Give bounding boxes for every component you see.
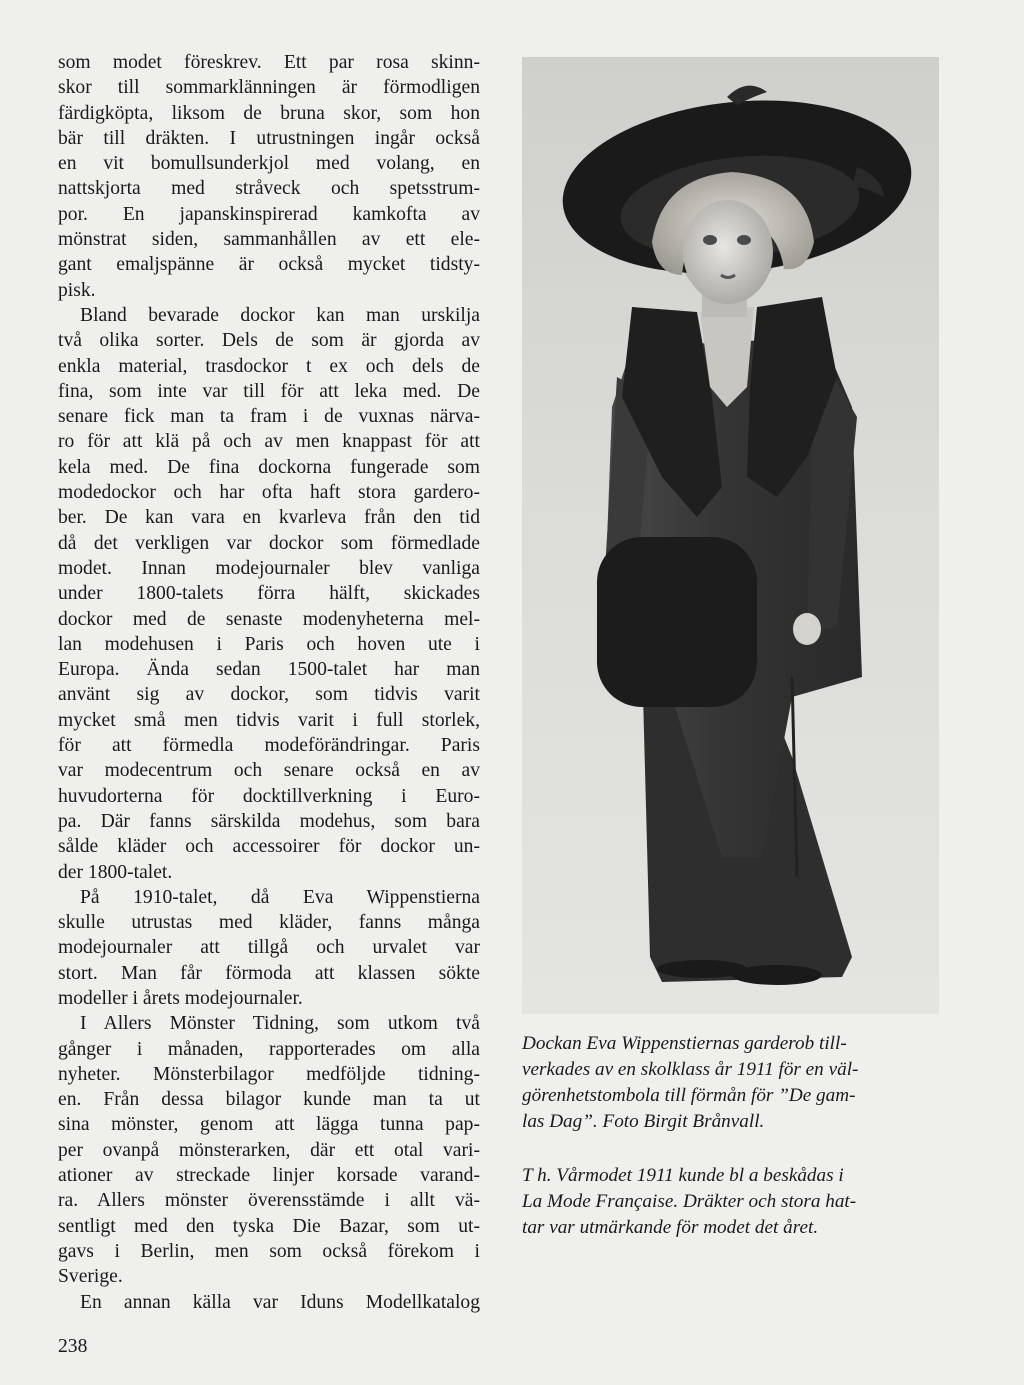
body-line: Europa. Ända sedan 1500-talet har man — [58, 659, 480, 681]
body-line: gavs i Berlin, men som också förekom i — [58, 1240, 480, 1262]
body-line: bär till dräkten. I utrustningen ingår också — [58, 127, 480, 149]
body-line: skulle utrustas med kläder, fanns många — [58, 912, 480, 934]
body-line: modejournaler att tillgå och urvalet var — [58, 937, 480, 959]
caption-line: Dockan Eva Wippenstiernas garderob till- — [522, 1033, 847, 1054]
body-line: färdigköpta, liksom de bruna skor, som hon — [58, 102, 480, 124]
body-line: per ovanpå mönsterarken, där ett otal vari- — [58, 1139, 480, 1161]
caption-line: las Dag”. Foto Birgit Brånvall. — [522, 1111, 765, 1132]
body-line: fina, som inte var till för att leka med. De — [58, 380, 480, 402]
body-line: pisk. — [58, 279, 96, 301]
body-line: skor till sommarklänningen är förmodligen — [58, 77, 480, 99]
caption-line: La Mode Française. Dräkter och stora hat- — [522, 1191, 857, 1212]
body-line: Sverige. — [58, 1266, 123, 1288]
body-line: använt sig av dockor, som tidvis varit — [58, 684, 480, 706]
body-line: huvudorterna för docktillverkning i Euro- — [58, 785, 480, 807]
caption-line: tar var utmärkande för modet det året. — [522, 1217, 819, 1238]
body-line: sina mönster, genom att lägga tunna pap- — [58, 1114, 480, 1136]
body-line: nattskjorta med stråveck och spetsstrum- — [58, 178, 480, 200]
body-line: enkla material, trasdockor t ex och dels de — [58, 355, 480, 377]
body-line: I Allers Mönster Tidning, som utkom två — [80, 1013, 480, 1035]
body-line: pa. Där fanns särskilda modehus, som bara — [58, 810, 480, 832]
caption-line: verkades av en skolklass år 1911 för en väl- — [522, 1059, 859, 1080]
body-line: gånger i månaden, rapporterades om alla — [58, 1038, 480, 1060]
page-number: 238 — [58, 1336, 88, 1357]
body-line: Bland bevarade dockor kan man urskilja — [80, 304, 480, 326]
body-line: kela med. De fina dockorna fungerade som — [58, 456, 480, 478]
body-line: en vit bomullsunderkjol med volang, en — [58, 153, 480, 175]
body-line: lan modehusen i Paris och hoven ute i — [58, 633, 480, 655]
caption-line: görenhetstombola till förmån för ”De gam- — [522, 1085, 856, 1106]
body-line: modeller i årets modejournaler. — [58, 987, 303, 1009]
body-line: ro för att klä på och av men knappast för att — [58, 431, 480, 453]
body-line: som modet föreskrev. Ett par rosa skinn- — [58, 52, 480, 73]
body-line: modedockor och har ofta haft stora gardero- — [58, 482, 480, 504]
body-line: dockor med de senaste modenyheterna mel- — [58, 608, 480, 630]
body-line: der 1800-talet. — [58, 861, 173, 883]
body-line: mönstrat siden, sammanhållen av ett ele- — [58, 229, 480, 251]
body-line: sentligt med den tyska Die Bazar, som ut- — [58, 1215, 480, 1237]
body-line: var modecentrum och senare också en av — [58, 760, 480, 782]
body-line: ationer av streckade linjer korsade varand- — [58, 1165, 480, 1187]
body-line: då det verkligen var dockor som förmedlade — [58, 532, 480, 554]
body-line: ber. De kan vara en kvarleva från den tid — [58, 507, 480, 529]
body-line: nyheter. Mönsterbilagor medföljde tidning- — [58, 1063, 480, 1085]
caption-line: T h. Vårmodet 1911 kunde bl a beskådas i — [522, 1165, 844, 1186]
body-line: por. En japanskinspirerad kamkofta av — [58, 203, 480, 225]
photo-caption — [522, 1031, 947, 1241]
body-line: gant emaljspänne är också mycket tidsty- — [58, 254, 480, 276]
body-line: stort. Man får förmoda att klassen sökte — [58, 962, 480, 984]
body-line: ra. Allers mönster överensstämde i allt vä- — [58, 1190, 480, 1212]
body-line: senare fick man ta fram i de vuxnas närva- — [58, 406, 480, 428]
body-line: På 1910-talet, då Eva Wippenstierna — [80, 886, 480, 908]
doll-illustration — [522, 57, 939, 1014]
body-line: under 1800-talets förra hälft, skickades — [58, 583, 480, 605]
body-line: två olika sorter. Dels de som är gjorda av — [58, 330, 480, 352]
doll-photograph — [522, 57, 939, 1014]
body-line: modet. Innan modejournaler blev vanliga — [58, 557, 480, 579]
body-line: mycket små men tidvis varit i full storlek, — [58, 709, 480, 731]
body-line: sålde kläder och accessoirer för dockor un- — [58, 836, 480, 858]
body-line: En annan källa var Iduns Modellkatalog — [80, 1291, 480, 1313]
body-line: för att förmedla modeförändringar. Paris — [58, 735, 480, 757]
body-line: en. Från dessa bilagor kunde man ta ut — [58, 1089, 480, 1111]
body-text-column — [58, 50, 480, 1315]
